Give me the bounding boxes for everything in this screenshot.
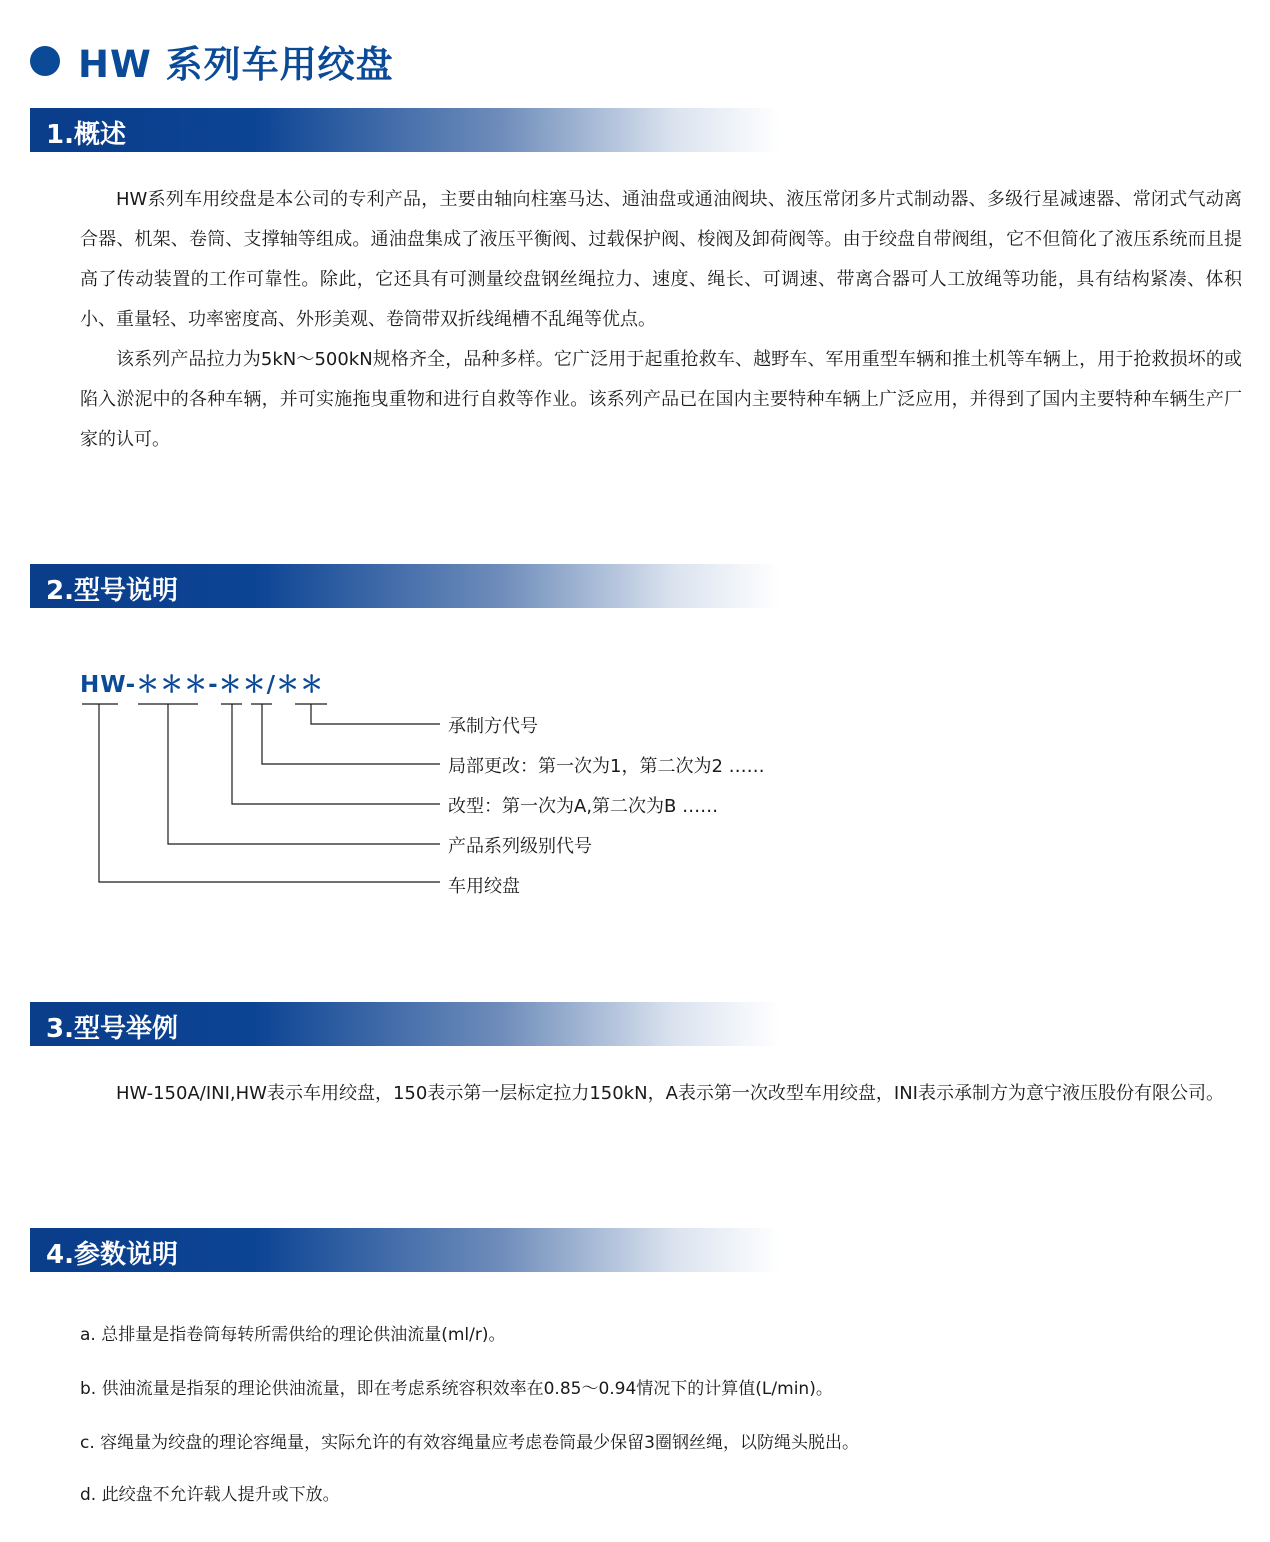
legend-variant: 改型：第一次为A,第二次为B …… bbox=[448, 796, 719, 817]
section-heading: 1.概述 bbox=[46, 120, 126, 150]
section-heading: 2.型号说明 bbox=[46, 576, 178, 606]
section-header-params bbox=[30, 1228, 780, 1272]
legend-maker-code: 承制方代号 bbox=[448, 716, 538, 737]
example-paragraph: HW-150A/INI,HW表示车用绞盘，150表示第一层标定拉力150kN，A表示第一次改型车用绞盘，INI表示承制方为意宁液压股份有限公司。 bbox=[116, 1083, 1224, 1104]
param-note-a: a. 总排量是指卷筒每转所需供给的理论供油流量(ml/r)。 bbox=[80, 1325, 506, 1345]
overview-paragraph-2: 该系列产品拉力为5kN～500kN规格齐全，品种多样。它广泛用于起重抢救车、越野车、军用重型车辆和推土机等车辆上，用于抢救损坏的或陷入淤泥中的各种车辆，并可实施拖曳重物和进行自救等作业。该系列产品已在国内主要特种车辆上广泛应用，并得到了国内主要特种车辆生产厂家的认可。 bbox=[80, 349, 1242, 450]
section-header-example bbox=[30, 1002, 780, 1046]
overview-paragraph-1: HW系列车用绞盘是本公司的专利产品，主要由轴向柱塞马达、通油盘或通油阀块、液压常闭多片式制动器、多级行星减速器、常闭式气动离合器、机架、卷筒、支撑轴等组成。通油盘集成了液压平衡阀、过载保护阀、梭阀及卸荷阀等。由于绞盘自带阀组，它不但简化了液压系统而且提高了传动装置的工作可靠性。除此，它还具有可测量绞盘钢丝绳拉力、速度、绳长、可调速、带离合器可人工放绳等功能，具有结构紧凑、体积小、重量轻、功率密度高、外形美观、卷筒带双折线绳槽不乱绳等优点。 bbox=[80, 189, 1242, 330]
legend-partial-change: 局部更改：第一次为1，第二次为2 …… bbox=[448, 756, 765, 777]
section-heading: 3.型号举例 bbox=[46, 1014, 178, 1044]
leader-variant bbox=[232, 704, 440, 804]
param-note-b: b. 供油流量是指泵的理论供油流量，即在考虑系统容积效率在0.85～0.94情况下的计算值(L/min)。 bbox=[80, 1379, 833, 1399]
leader-vehicle-winch bbox=[99, 704, 440, 882]
param-note-c: c. 容绳量为绞盘的理论容绳量，实际允许的有效容绳量应考虑卷筒最少保留3圈钢丝绳，以防绳头脱出。 bbox=[80, 1433, 859, 1453]
leader-series-code bbox=[168, 704, 440, 844]
legend-series-code: 产品系列级别代号 bbox=[448, 836, 592, 857]
legend-vehicle-winch: 车用绞盘 bbox=[448, 876, 520, 897]
param-note-d: d. 此绞盘不允许载人提升或下放。 bbox=[80, 1485, 340, 1505]
leader-maker-code bbox=[311, 704, 440, 724]
leader-partial-change bbox=[262, 704, 440, 764]
section-heading: 4.参数说明 bbox=[46, 1240, 178, 1270]
model-code: HW-＊＊＊-＊＊/＊＊ bbox=[80, 672, 325, 698]
page-title: HW 系列车用绞盘 bbox=[78, 43, 394, 86]
